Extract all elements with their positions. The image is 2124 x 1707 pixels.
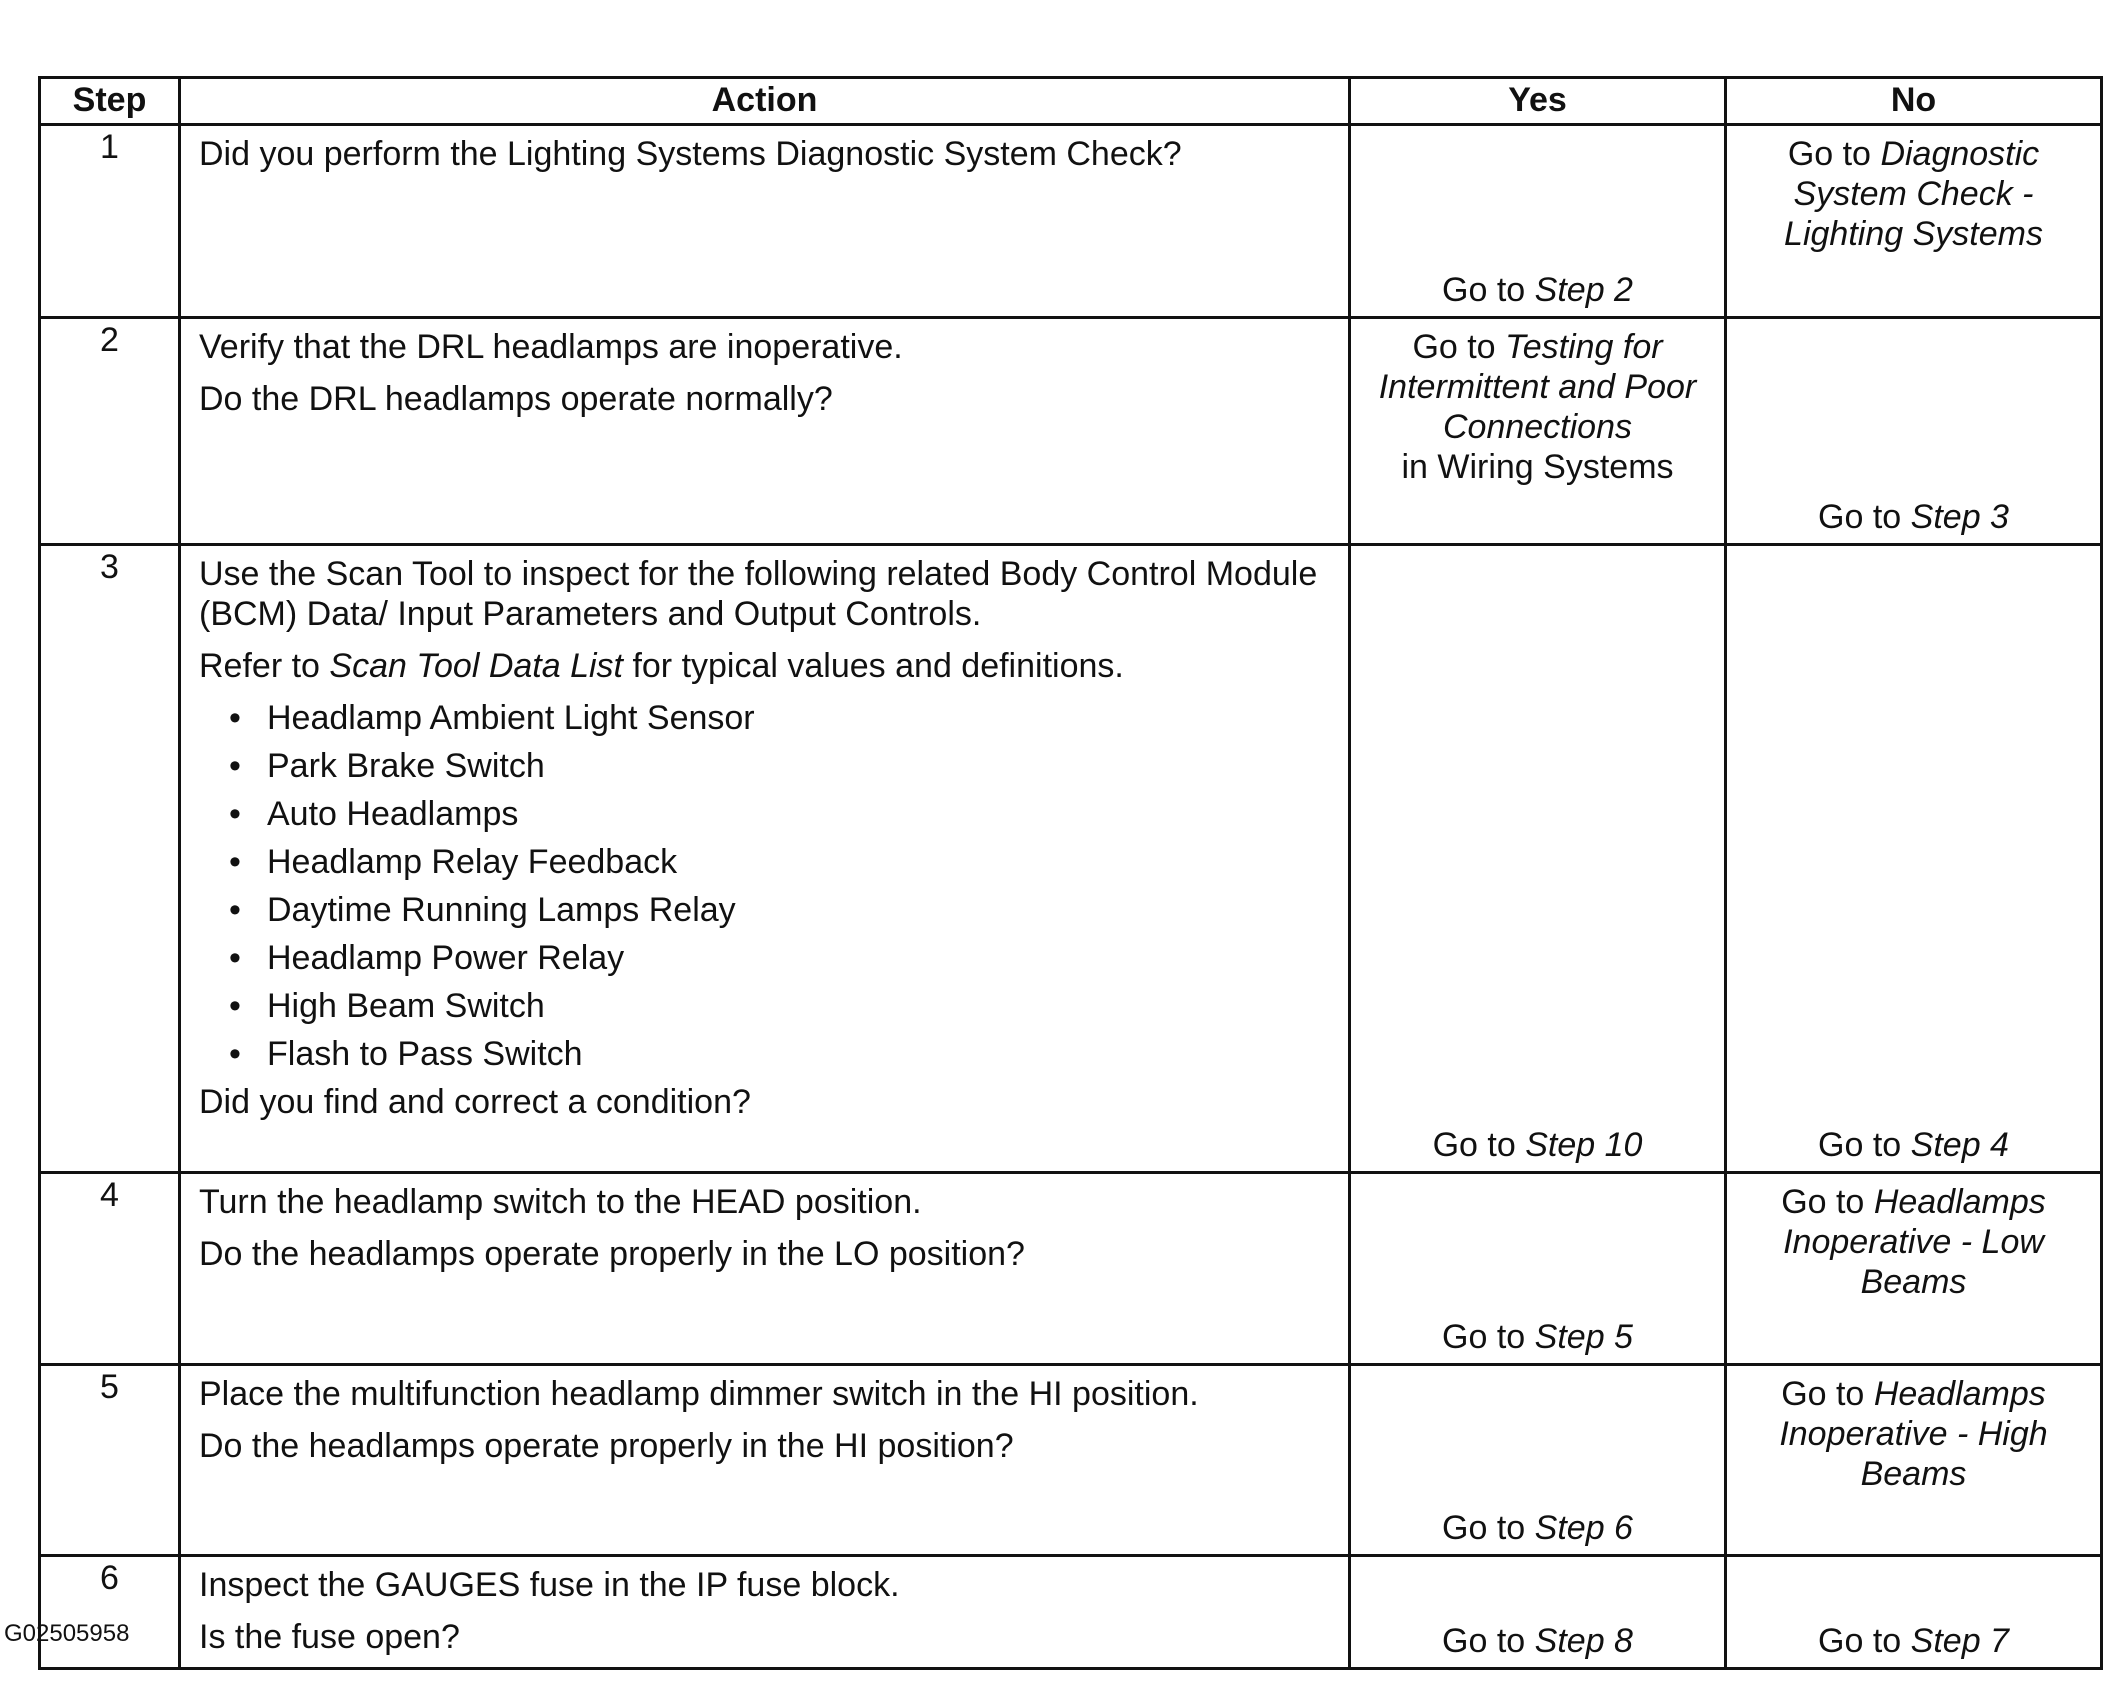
- no-cell: [1726, 1365, 2102, 1556]
- step-number: 3: [40, 545, 180, 1173]
- list-item: • Park Brake Switch: [249, 746, 1330, 786]
- scan-tool-data-list-link[interactable]: Scan Tool Data List: [329, 647, 623, 685]
- table-row: [40, 125, 2102, 318]
- goto-prefix: Go to: [1442, 271, 1526, 309]
- refer-suffix: for typical values and definitions.: [632, 647, 1124, 685]
- list-item: • Daytime Running Lamps Relay: [249, 890, 1330, 930]
- diagnostic-table: [38, 76, 2103, 1670]
- no-cell: [1726, 1556, 2102, 1669]
- action-intro: Use the Scan Tool to inspect for the following related Body Control Module (BCM) Data/ Input Parameters and Output Controls.: [199, 555, 1318, 633]
- table-row: [40, 1556, 2102, 1669]
- goto-prefix: Go to: [1442, 1318, 1526, 1356]
- yes-result[interactable]: [1361, 1621, 1714, 1661]
- yes-cell: [1350, 545, 1726, 1173]
- goto-prefix: Go to: [1787, 135, 1871, 173]
- list-item: • Headlamp Ambient Light Sensor: [249, 698, 1330, 738]
- no-cell: [1726, 318, 2102, 545]
- yes-cell: [1350, 1365, 1726, 1556]
- step-number: 5: [40, 1365, 180, 1556]
- yes-cell: [1350, 1173, 1726, 1365]
- goto-prefix: Go to: [1781, 1375, 1865, 1413]
- yes-result[interactable]: [1361, 1317, 1714, 1357]
- action-question: Is the fuse open?: [199, 1618, 460, 1656]
- goto-target[interactable]: Step 6: [1534, 1509, 1633, 1547]
- goto-prefix: Go to: [1412, 328, 1496, 366]
- header-yes: Yes: [1350, 78, 1726, 125]
- goto-suffix: in Wiring Systems: [1401, 448, 1674, 486]
- step-number: 4: [40, 1173, 180, 1365]
- no-result[interactable]: [1737, 1374, 2090, 1494]
- yes-result[interactable]: [1361, 1125, 1714, 1165]
- header-no: No: [1726, 78, 2102, 125]
- goto-prefix: Go to: [1818, 498, 1902, 536]
- goto-target[interactable]: Testing for Intermittent and Poor Connections: [1378, 328, 1697, 446]
- list-item: • Headlamp Relay Feedback: [249, 842, 1330, 882]
- goto-prefix: Go to: [1781, 1183, 1865, 1221]
- goto-prefix: Go to: [1818, 1622, 1902, 1660]
- no-result[interactable]: [1737, 1182, 2090, 1302]
- goto-target[interactable]: Step 7: [1910, 1622, 2009, 1660]
- diagnostic-table-container: [38, 76, 2100, 1670]
- goto-target[interactable]: Step 3: [1910, 498, 2009, 536]
- action-text: Place the multifunction headlamp dimmer switch in the HI position.: [199, 1375, 1199, 1413]
- goto-target[interactable]: Step 10: [1525, 1126, 1643, 1164]
- refer-prefix: Refer to: [199, 647, 320, 685]
- yes-result[interactable]: [1361, 1508, 1714, 1548]
- goto-prefix: Go to: [1818, 1126, 1902, 1164]
- list-item: • Flash to Pass Switch: [249, 1034, 1330, 1074]
- goto-target[interactable]: Headlamps Inoperative - High Beams: [1779, 1375, 2048, 1493]
- no-result[interactable]: [1737, 1125, 2090, 1165]
- no-cell: [1726, 125, 2102, 318]
- list-item: • Headlamp Power Relay: [249, 938, 1330, 978]
- goto-prefix: Go to: [1442, 1622, 1526, 1660]
- action-text: Inspect the GAUGES fuse in the IP fuse block.: [199, 1566, 900, 1604]
- goto-target[interactable]: Step 4: [1910, 1126, 2009, 1164]
- yes-result[interactable]: [1361, 327, 1714, 487]
- no-result[interactable]: [1737, 497, 2090, 537]
- goto-prefix: Go to: [1442, 1509, 1526, 1547]
- action-refer: [199, 646, 1330, 686]
- table-row: [40, 545, 2102, 1173]
- action-question: Do the headlamps operate properly in the LO position?: [199, 1235, 1025, 1273]
- action-question: Do the DRL headlamps operate normally?: [199, 380, 833, 418]
- list-item: • Auto Headlamps: [249, 794, 1330, 834]
- parameter-list: [199, 698, 1330, 1074]
- action-text: Did you perform the Lighting Systems Diagnostic System Check?: [199, 135, 1182, 173]
- no-cell: [1726, 545, 2102, 1173]
- no-result[interactable]: [1737, 1621, 2090, 1661]
- table-row: [40, 318, 2102, 545]
- header-step: Step: [40, 78, 180, 125]
- goto-target[interactable]: Diagnostic System Check - Lighting Systems: [1784, 135, 2043, 253]
- step-number: 6: [40, 1556, 180, 1669]
- goto-target[interactable]: Step 8: [1534, 1622, 1633, 1660]
- list-item: • High Beam Switch: [249, 986, 1330, 1026]
- yes-result[interactable]: [1361, 270, 1714, 310]
- action-cell: [180, 1173, 1350, 1365]
- action-cell: [180, 318, 1350, 545]
- goto-target[interactable]: Step 2: [1534, 271, 1633, 309]
- step-number: 2: [40, 318, 180, 545]
- table-row: [40, 1173, 2102, 1365]
- figure-id: G02505958: [4, 1620, 130, 1647]
- yes-cell: [1350, 1556, 1726, 1669]
- action-question: Did you find and correct a condition?: [199, 1083, 751, 1121]
- header-action: Action: [180, 78, 1350, 125]
- table-row: [40, 1365, 2102, 1556]
- no-cell: [1726, 1173, 2102, 1365]
- step-number: 1: [40, 125, 180, 318]
- no-result[interactable]: [1737, 134, 2090, 254]
- action-cell: [180, 125, 1350, 318]
- action-cell: [180, 1556, 1350, 1669]
- header-row: [40, 78, 2102, 125]
- action-text: Verify that the DRL headlamps are inoperative.: [199, 328, 903, 366]
- action-text: Turn the headlamp switch to the HEAD position.: [199, 1183, 922, 1221]
- yes-cell: [1350, 318, 1726, 545]
- yes-cell: [1350, 125, 1726, 318]
- action-cell: [180, 1365, 1350, 1556]
- goto-target[interactable]: Headlamps Inoperative - Low Beams: [1783, 1183, 2046, 1301]
- action-question: Do the headlamps operate properly in the HI position?: [199, 1427, 1014, 1465]
- goto-target[interactable]: Step 5: [1534, 1318, 1633, 1356]
- goto-prefix: Go to: [1432, 1126, 1516, 1164]
- action-cell: [180, 545, 1350, 1173]
